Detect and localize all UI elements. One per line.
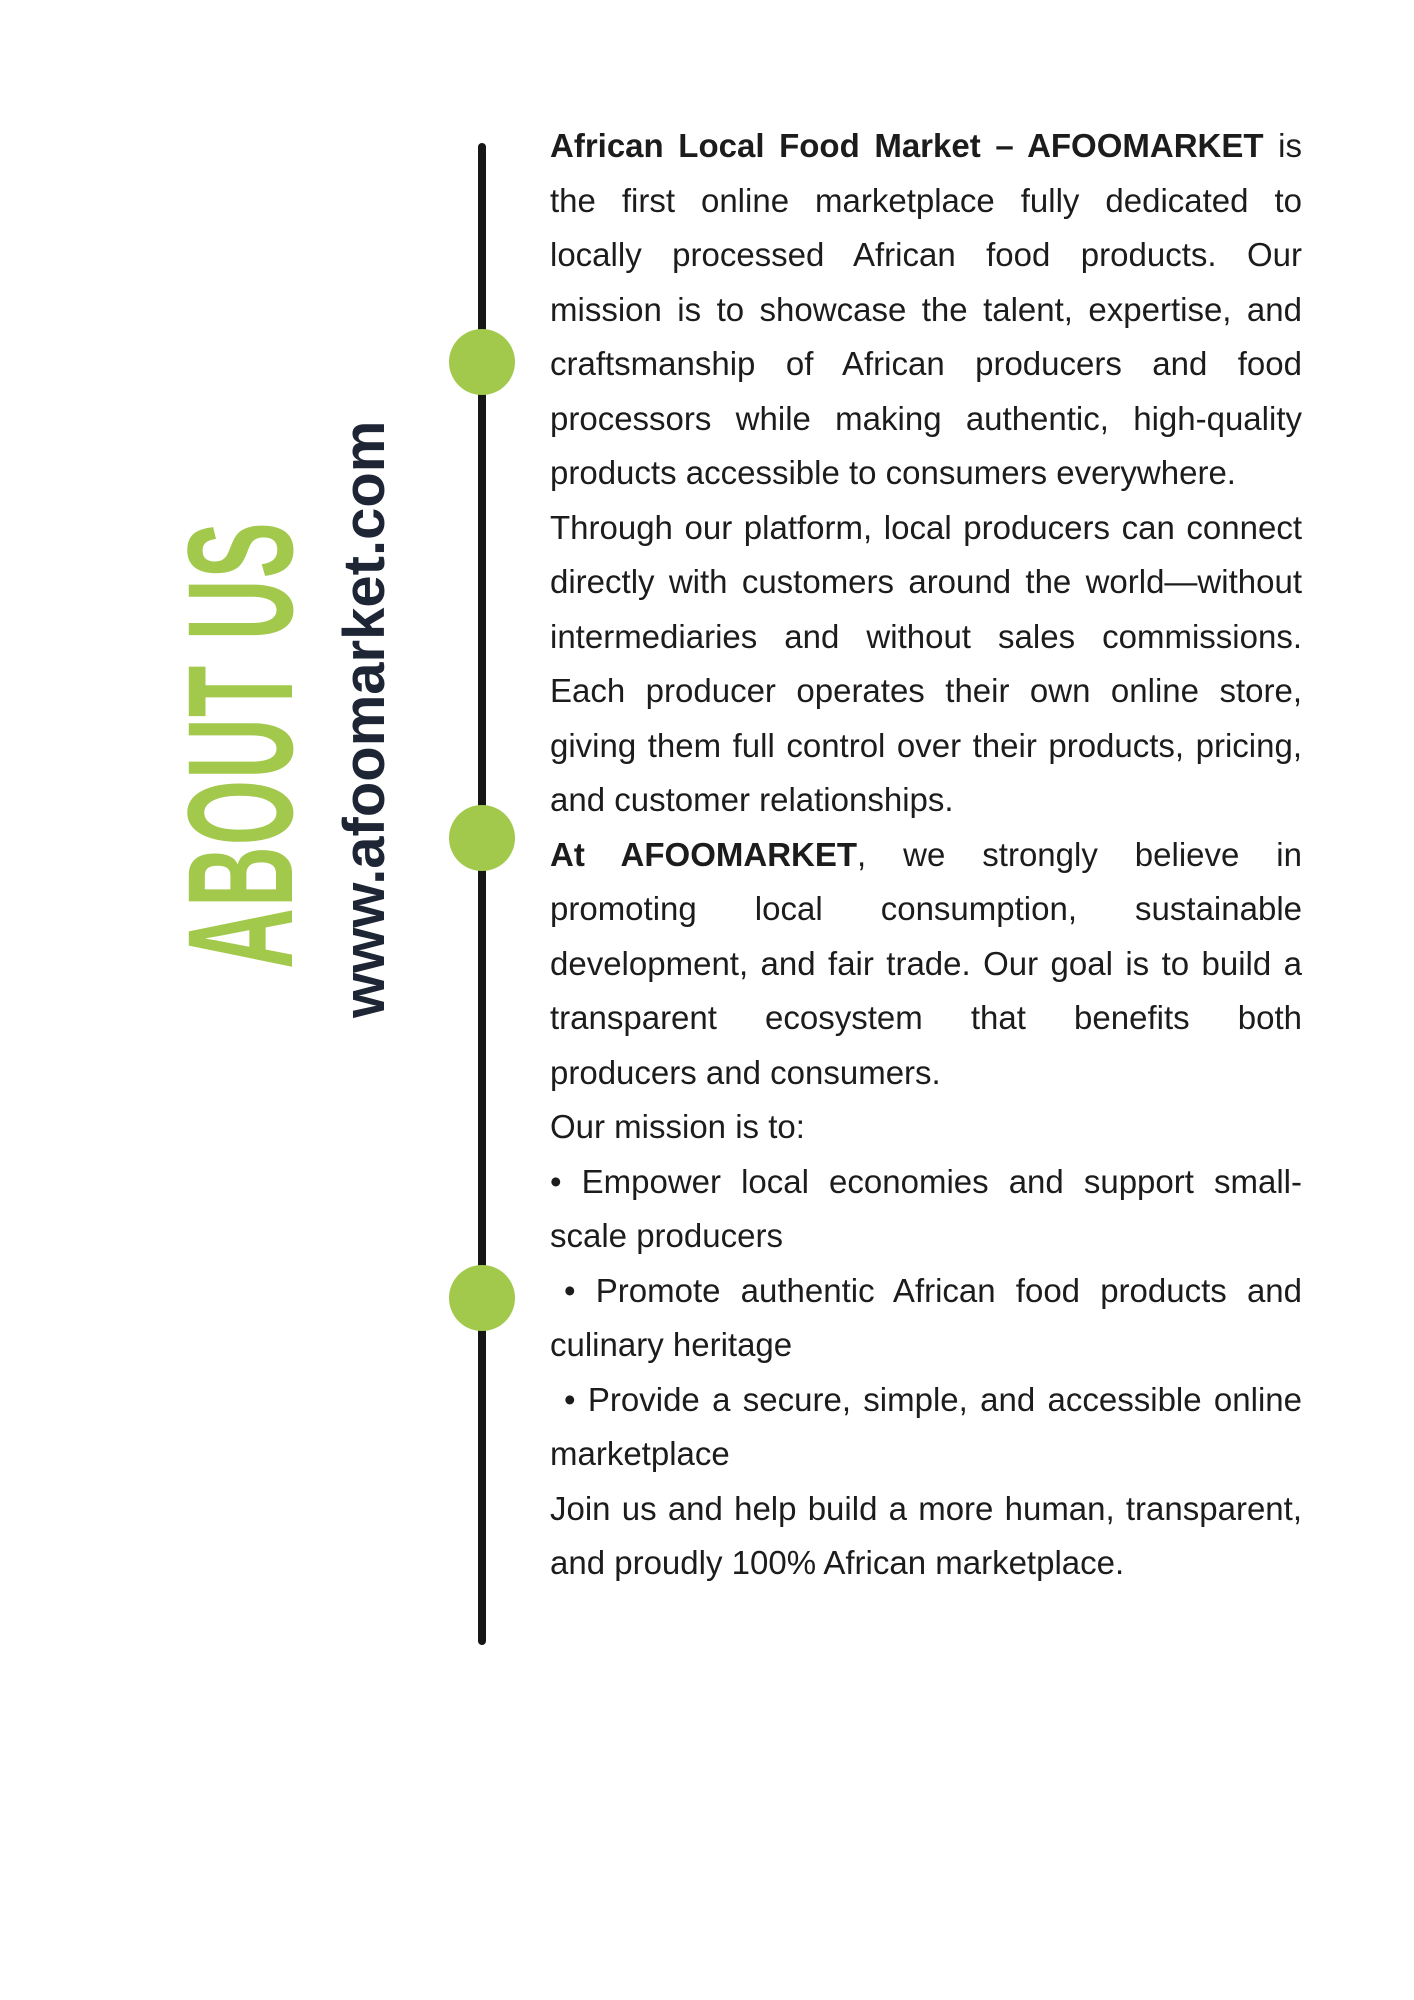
timeline-dot-3 (449, 1265, 515, 1331)
bullet-empower (550, 1155, 1302, 1264)
bullet-provide (550, 1373, 1302, 1482)
paragraph-belief (550, 828, 1302, 1101)
timeline-dot-1 (449, 329, 515, 395)
timeline-dot-2 (449, 805, 515, 871)
bullet-promote (550, 1264, 1302, 1373)
page-title: ABOUT US (156, 521, 324, 969)
about-content (550, 119, 1302, 1591)
bullet-empower-text: Empower local economies and support small-scale producers (550, 1162, 1302, 1254)
paragraph-closing: Join us and help build a more human, transparent, and proudly 100% African marketplace. (550, 1489, 1302, 1581)
paragraph-platform: Through our platform, local producers can connect directly with customers around the world—without intermediaries and without sales commissions. Each producer operates their own online store, giving them full control over their products, pricing, and customer relationships. (550, 508, 1302, 818)
paragraph-intro-body: is the first online marketplace fully dedicated to locally processed African food products. Our mission is to showcase the talent, expertise, and craftsmanship of African producers and food processors while making authentic, high-quality products accessible to consumers everywhere. (550, 127, 1302, 491)
bullet-icon: • (564, 1380, 576, 1418)
mission-intro: Our mission is to: (550, 1108, 805, 1145)
bullet-promote-text: Promote authentic African food products and culinary heritage (550, 1271, 1303, 1363)
bullet-icon: • (550, 1162, 562, 1200)
paragraph-belief-body: , we strongly believe in promoting local consumption, sustainable development, and fair trade. Our goal is to build a transparent ecosystem that benefits both producers and consumers. (550, 835, 1302, 1091)
bullet-provide-text: Provide a secure, simple, and accessible online marketplace (550, 1380, 1302, 1472)
paragraph-belief-lead: At AFOOMARKET (550, 835, 858, 873)
website-url: www.afoomarket.com (332, 420, 397, 1018)
paragraph-intro-lead: African Local Food Market – AFOOMARKET (550, 127, 1264, 164)
bullet-icon: • (564, 1271, 576, 1309)
paragraph-intro (550, 119, 1302, 501)
